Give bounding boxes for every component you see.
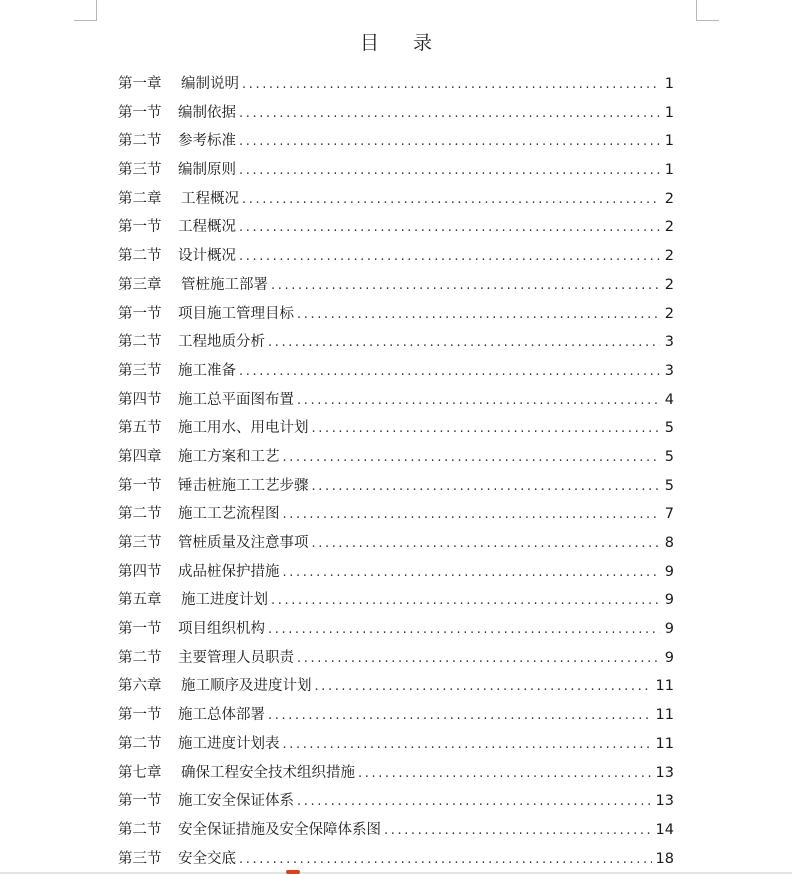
- toc-entry-label: 第四章: [118, 448, 162, 465]
- toc-dot-leader: [239, 846, 652, 874]
- toc-dot-leader: [297, 387, 660, 416]
- crop-mark-left: [74, 0, 97, 21]
- toc-entry-page-number: 7: [664, 506, 674, 523]
- toc-dot-leader: [271, 272, 660, 301]
- toc-dot-leader: [358, 760, 652, 789]
- toc-entry-page-number: 3: [664, 334, 674, 351]
- toc-entry-label: 第五节: [118, 420, 162, 437]
- toc-title: 目 录: [359, 32, 447, 54]
- toc-entry-page-number: 2: [664, 305, 674, 322]
- toc-entry[interactable]: [118, 759, 674, 788]
- toc-entry-title: 安全保证措施及安全保障体系图: [178, 821, 381, 838]
- toc-entry-title: 管桩质量及注意事项: [178, 535, 309, 551]
- toc-dot-leader: [268, 616, 660, 645]
- toc-entry-page-number: 4: [664, 391, 674, 408]
- toc-entry-label: 第四节: [118, 391, 162, 408]
- toc-entry[interactable]: [118, 672, 674, 701]
- toc-entry[interactable]: [118, 300, 674, 329]
- toc-entry-page-number: 11: [655, 735, 674, 752]
- toc-entry-title: 锤击桩施工工艺步骤: [178, 477, 309, 494]
- toc-entry[interactable]: [118, 414, 674, 443]
- toc-entry-page-number: 2: [664, 276, 674, 293]
- toc-entry-page-number: 2: [664, 219, 674, 236]
- toc-entry-page-number: 9: [664, 649, 674, 666]
- toc-entry-page-number: 5: [664, 477, 674, 494]
- toc-entry-page-number: 8: [664, 535, 674, 551]
- toc-entry-label: 第一章: [118, 76, 162, 92]
- toc-entry-label: 第一节: [118, 621, 162, 638]
- toc-entry-label: 第二章: [118, 190, 162, 207]
- toc-entry-label: 第一节: [118, 219, 162, 236]
- toc-dot-leader: [268, 329, 660, 358]
- toc-entry-label: 第五章: [118, 592, 162, 609]
- toc-entry[interactable]: [118, 127, 674, 156]
- toc-entry-label: 第三节: [118, 362, 162, 379]
- toc-entry-title: 施工总体部署: [178, 707, 265, 724]
- toc-entry-label: 第三节: [118, 162, 162, 179]
- toc-entry-label: 第六章: [118, 678, 162, 695]
- toc-entry[interactable]: [118, 99, 674, 128]
- toc-entry[interactable]: [118, 328, 674, 357]
- toc-entry[interactable]: [118, 156, 674, 185]
- toc-entry-label: 第三节: [118, 850, 162, 867]
- toc-entry[interactable]: [118, 185, 674, 214]
- toc-entry-label: 第一节: [118, 477, 162, 494]
- toc-entry[interactable]: [118, 271, 674, 300]
- toc-entry-title: 工程概况: [181, 190, 239, 207]
- toc-entry-label: 第二节: [118, 133, 162, 150]
- toc-dot-leader: [239, 358, 660, 387]
- toc-entry-title: 编制原则: [178, 162, 236, 179]
- toc-entry-page-number: 18: [655, 850, 674, 867]
- toc-dot-leader: [297, 301, 660, 330]
- toc-entry-title: 施工顺序及进度计划: [181, 678, 312, 695]
- toc-dot-leader: [239, 214, 660, 243]
- toc-entry-title: 施工进度计划: [181, 592, 268, 609]
- toc-entry-page-number: 1: [664, 76, 674, 92]
- toc-entry-title: 施工用水、用电计划: [178, 420, 309, 437]
- toc-entry-title: 编制说明: [181, 76, 239, 92]
- toc-entry-label: 第三章: [118, 276, 162, 293]
- toc-entry-title: 施工总平面图布置: [178, 391, 294, 408]
- toc-entry[interactable]: [118, 472, 674, 501]
- toc-list: [118, 70, 674, 873]
- toc-entry-title: 施工准备: [178, 362, 236, 379]
- toc-entry-title: 项目施工管理目标: [178, 305, 294, 322]
- toc-entry-label: 第一节: [118, 305, 162, 322]
- toc-entry-label: 第二节: [118, 506, 162, 523]
- toc-entry[interactable]: [118, 816, 674, 845]
- toc-dot-leader: [239, 243, 660, 272]
- toc-entry[interactable]: [118, 787, 674, 816]
- toc-dot-leader: [297, 645, 660, 674]
- toc-entry-label: 第二节: [118, 735, 162, 752]
- toc-entry-page-number: 5: [664, 448, 674, 465]
- toc-entry-page-number: 2: [664, 190, 674, 207]
- toc-entry-label: 第二节: [118, 334, 162, 351]
- toc-dot-leader: [312, 415, 661, 444]
- toc-entry[interactable]: [118, 70, 674, 99]
- toc-entry-page-number: 3: [664, 362, 674, 379]
- toc-entry-label: 第一节: [118, 793, 162, 810]
- toc-entry[interactable]: [118, 730, 674, 759]
- toc-dot-leader: [283, 501, 661, 530]
- toc-entry[interactable]: [118, 443, 674, 472]
- toc-entry-label: 第二节: [118, 248, 162, 265]
- toc-dot-leader: [242, 71, 660, 100]
- toc-dot-leader: [268, 702, 652, 731]
- toc-entry-page-number: 11: [655, 678, 674, 695]
- toc-entry-title: 施工进度计划表: [178, 735, 280, 752]
- toc-entry[interactable]: [118, 644, 674, 673]
- toc-entry[interactable]: [118, 242, 674, 271]
- toc-entry[interactable]: [118, 213, 674, 242]
- toc-dot-leader: [239, 100, 660, 129]
- toc-entry-title: 施工安全保证体系: [178, 793, 294, 810]
- toc-entry-title: 管桩施工部署: [181, 276, 268, 293]
- toc-entry-label: 第四节: [118, 563, 162, 580]
- cursor-mark: [286, 870, 300, 874]
- toc-dot-leader: [312, 530, 661, 559]
- toc-entry-page-number: 1: [664, 162, 674, 179]
- toc-dot-leader: [271, 587, 660, 616]
- toc-entry[interactable]: [118, 845, 674, 874]
- toc-entry-label: 第二节: [118, 649, 162, 666]
- toc-entry-label: 第一节: [118, 707, 162, 724]
- toc-entry[interactable]: [118, 701, 674, 730]
- toc-entry[interactable]: [118, 558, 674, 587]
- toc-entry-title: 工程概况: [178, 219, 236, 236]
- toc-entry[interactable]: [118, 500, 674, 529]
- toc-entry-page-number: 9: [664, 563, 674, 580]
- toc-dot-leader: [312, 473, 661, 502]
- toc-entry-title: 设计概况: [178, 248, 236, 265]
- toc-entry[interactable]: [118, 586, 674, 615]
- toc-entry-page-number: 13: [655, 793, 674, 810]
- toc-entry-page-number: 13: [655, 764, 674, 781]
- toc-entry-title: 确保工程安全技术组织措施: [181, 764, 355, 781]
- toc-entry-page-number: 5: [664, 420, 674, 437]
- toc-dot-leader: [297, 788, 652, 817]
- toc-entry-title: 主要管理人员职责: [178, 649, 294, 666]
- toc-entry-title: 施工工艺流程图: [178, 506, 280, 523]
- toc-entry-label: 第三节: [118, 535, 162, 551]
- toc-entry[interactable]: [118, 386, 674, 415]
- toc-entry-title: 工程地质分析: [178, 334, 265, 351]
- toc-entry-title: 成品桩保护措施: [178, 563, 280, 580]
- crop-mark-right: [696, 0, 719, 21]
- toc-entry-page-number: 11: [655, 707, 674, 724]
- toc-entry-title: 项目组织机构: [178, 621, 265, 638]
- toc-dot-leader: [239, 157, 660, 186]
- toc-entry-page-number: 1: [664, 104, 674, 121]
- toc-entry[interactable]: [118, 357, 674, 386]
- toc-entry-page-number: 9: [664, 621, 674, 638]
- toc-entry[interactable]: [118, 529, 674, 558]
- toc-entry[interactable]: [118, 615, 674, 644]
- toc-entry-page-number: 2: [664, 248, 674, 265]
- toc-dot-leader: [239, 128, 660, 157]
- toc-entry-title: 参考标准: [178, 133, 236, 150]
- toc-dot-leader: [283, 559, 661, 588]
- toc-entry-title: 编制依据: [178, 104, 236, 121]
- toc-entry-page-number: 1: [664, 133, 674, 150]
- toc-dot-leader: [315, 673, 652, 702]
- toc-entry-page-number: 9: [664, 592, 674, 609]
- toc-dot-leader: [283, 731, 652, 760]
- toc-entry-label: 第二节: [118, 821, 162, 838]
- toc-entry-label: 第一节: [118, 104, 162, 121]
- toc-dot-leader: [384, 817, 652, 846]
- toc-entry-page-number: 14: [655, 821, 674, 838]
- toc-entry-title: 安全交底: [178, 850, 236, 867]
- toc-dot-leader: [242, 186, 660, 215]
- toc-entry-title: 施工方案和工艺: [178, 448, 280, 465]
- toc-dot-leader: [283, 444, 661, 473]
- toc-entry-label: 第七章: [118, 764, 162, 781]
